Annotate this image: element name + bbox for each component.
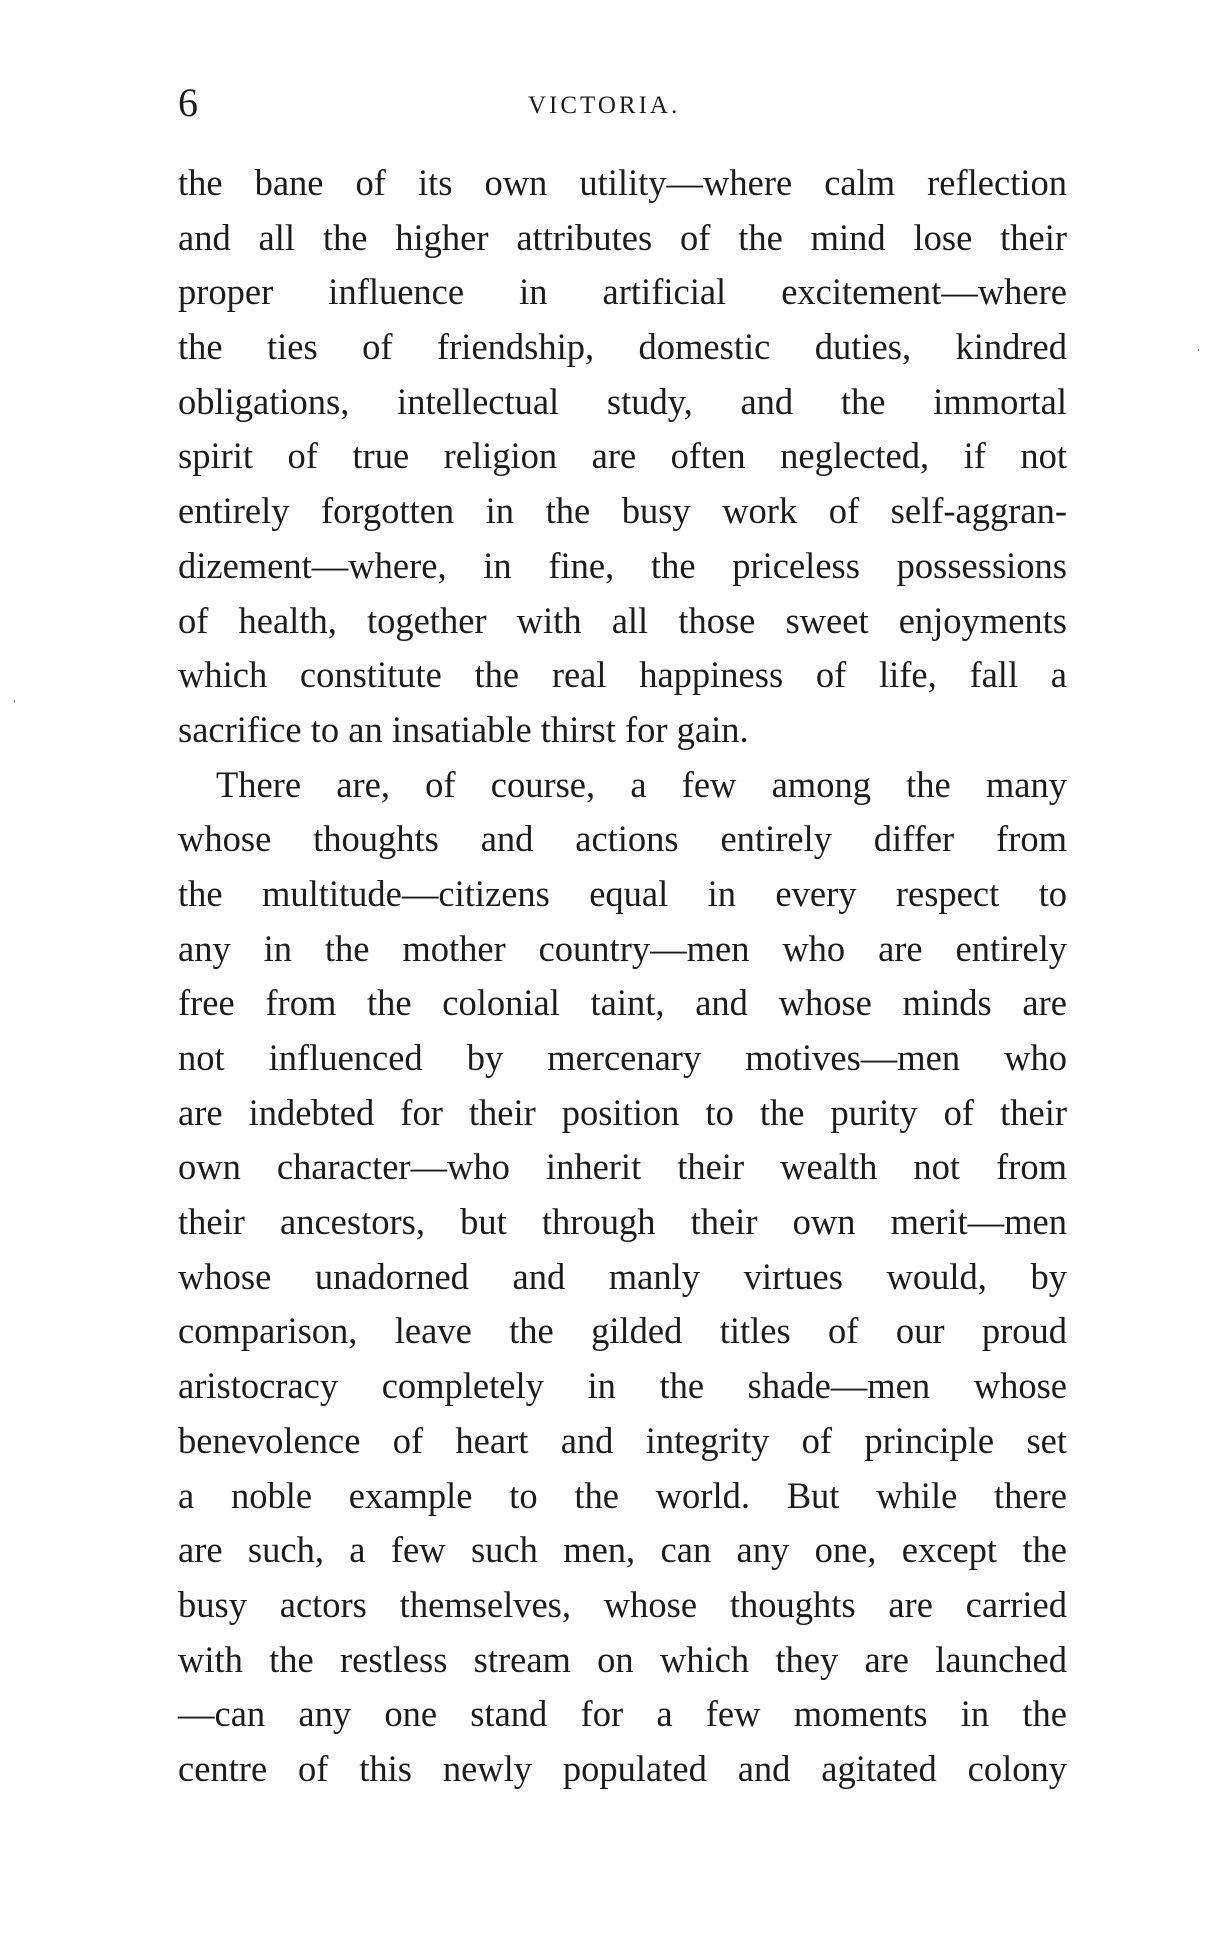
text-line: free from the colonial taint, and whose minds are xyxy=(178,982,1067,1024)
text-line: sacrifice to an insatiable thirst for gain. xyxy=(178,708,749,750)
text-line: There are, of course, a few among the many xyxy=(216,763,1067,805)
text-line: aristocracy completely in the shade—men whose xyxy=(178,1365,1067,1407)
text-line: the bane of its own utility—where calm reflection xyxy=(178,162,1067,203)
text-line: a noble example to the world. But while there xyxy=(178,1474,1067,1516)
text-line: own character—who inherit their wealth not from xyxy=(178,1146,1067,1188)
page-number: 6 xyxy=(178,80,198,125)
text-line: not influenced by mercenary motives—men who xyxy=(178,1037,1067,1078)
running-title: VICTORIA. xyxy=(528,92,681,119)
text-line: of health, together with all those sweet enjoyments xyxy=(178,599,1067,641)
text-line: spirit of true religion are often neglected, if not xyxy=(178,435,1067,477)
text-line: busy actors themselves, whose thoughts are carried xyxy=(178,1583,1067,1625)
text-line: are such, a few such men, can any one, except the xyxy=(178,1529,1067,1571)
text-line: which constitute the real happiness of life, fall a xyxy=(178,654,1067,696)
text-line: and all the higher attributes of the mind lose their xyxy=(178,216,1067,258)
text-line: the ties of friendship, domestic duties, kindred xyxy=(178,326,1067,368)
text-line: are indebted for their position to the purity of their xyxy=(178,1091,1067,1133)
paragraph xyxy=(178,156,1067,758)
page-header xyxy=(178,78,1068,128)
margin-speck xyxy=(14,700,15,703)
text-line: with the restless stream on which they are launched xyxy=(178,1638,1067,1680)
text-line: any in the mother country—men who are entirely xyxy=(178,927,1067,969)
paragraph xyxy=(178,758,1067,1797)
text-line: proper influence in artificial excitement—where xyxy=(178,271,1067,313)
text-line: comparison, leave the gilded titles of our proud xyxy=(178,1310,1067,1352)
margin-speck xyxy=(1198,349,1199,351)
text-line: obligations, intellectual study, and the immortal xyxy=(178,380,1067,422)
text-line: centre of this newly populated and agitated colony xyxy=(178,1747,1067,1789)
text-line: —can any one stand for a few moments in the xyxy=(178,1693,1067,1735)
text-line: dizement—where, in fine, the priceless possessions xyxy=(178,544,1067,586)
text-line: whose unadorned and manly virtues would, by xyxy=(178,1255,1067,1297)
text-line: entirely forgotten in the busy work of self-aggran- xyxy=(178,490,1067,532)
text-line: their ancestors, but through their own merit—men xyxy=(178,1201,1067,1243)
text-line: the multitude—citizens equal in every respect to xyxy=(178,872,1067,914)
text-line: benevolence of heart and integrity of principle set xyxy=(178,1419,1067,1461)
body-text xyxy=(178,156,1067,1797)
text-line: whose thoughts and actions entirely differ from xyxy=(178,818,1067,860)
